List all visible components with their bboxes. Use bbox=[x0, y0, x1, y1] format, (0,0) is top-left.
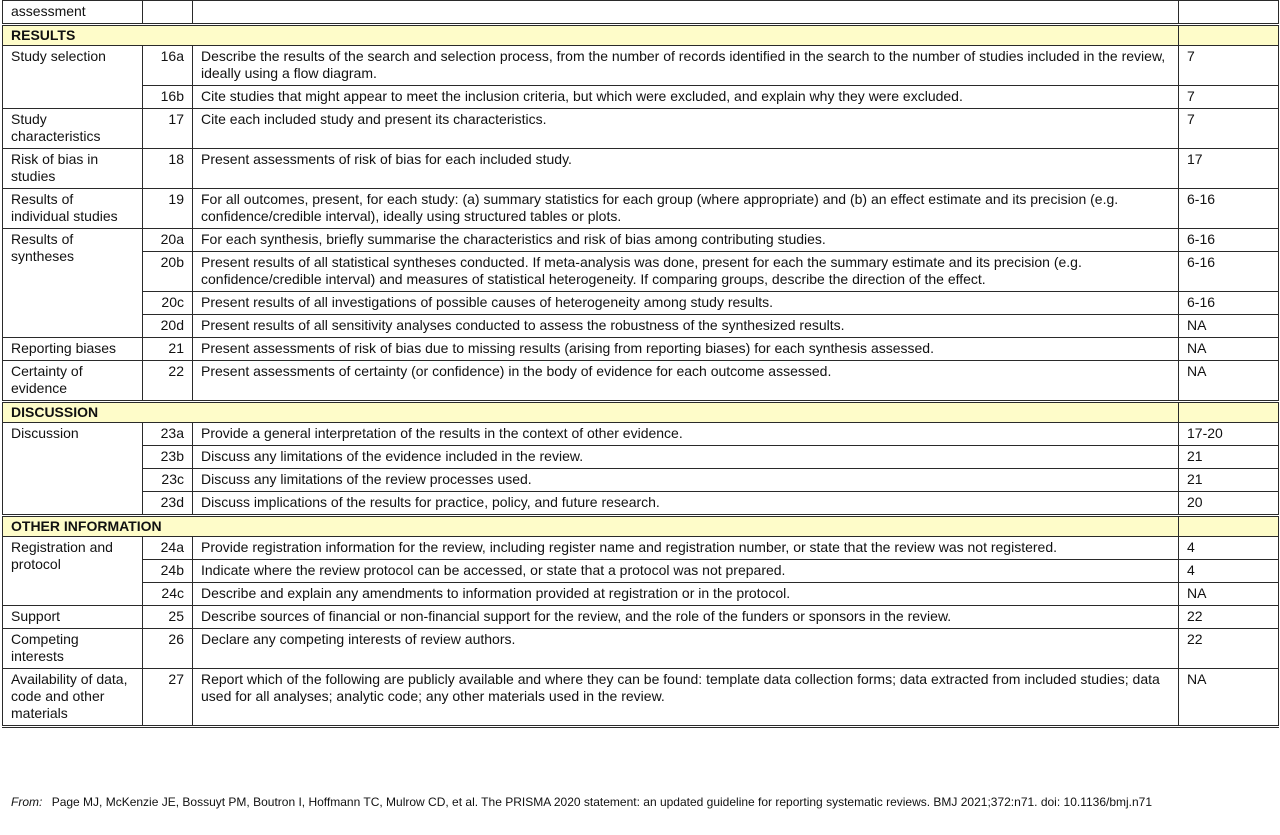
item-number-cell: 24a bbox=[143, 537, 193, 560]
item-number-cell: 25 bbox=[143, 606, 193, 629]
checklist-item-cell: Discuss any limitations of the evidence included in the review. bbox=[193, 446, 1179, 469]
topic-cell: Availability of data, code and other materials bbox=[3, 669, 143, 727]
table-row bbox=[3, 149, 1279, 189]
item-number-cell: 18 bbox=[143, 149, 193, 189]
location-cell: NA bbox=[1179, 315, 1279, 338]
section-header-row bbox=[3, 402, 1279, 423]
item-number-cell: 20b bbox=[143, 252, 193, 292]
topic-cell: Results of individual studies bbox=[3, 189, 143, 229]
table-row bbox=[3, 469, 1279, 492]
item-number-cell: 17 bbox=[143, 109, 193, 149]
checklist-item-cell: Present results of all sensitivity analyses conducted to assess the robustness of the synthesized results. bbox=[193, 315, 1179, 338]
location-cell: 21 bbox=[1179, 469, 1279, 492]
checklist-item-cell: Describe sources of financial or non-financial support for the review, and the role of the funders or sponsors in the review. bbox=[193, 606, 1179, 629]
table-row bbox=[3, 189, 1279, 229]
topic-cell: Reporting biases bbox=[3, 338, 143, 361]
table-row bbox=[3, 109, 1279, 149]
location-cell: 6-16 bbox=[1179, 252, 1279, 292]
table-row bbox=[3, 292, 1279, 315]
item-number-cell: 16a bbox=[143, 46, 193, 86]
location-cell: 7 bbox=[1179, 46, 1279, 86]
table-row bbox=[3, 315, 1279, 338]
checklist-item-cell: Cite each included study and present its characteristics. bbox=[193, 109, 1179, 149]
checklist-item-cell: Present assessments of risk of bias for each included study. bbox=[193, 149, 1179, 189]
checklist-item-cell: Cite studies that might appear to meet the inclusion criteria, but which were excluded, and explain why they were excluded. bbox=[193, 86, 1179, 109]
item-number-cell bbox=[143, 1, 193, 25]
item-number-cell: 22 bbox=[143, 361, 193, 402]
topic-cell: Competing interests bbox=[3, 629, 143, 669]
topic-cell: Results of syntheses bbox=[3, 229, 143, 338]
item-number-cell: 23d bbox=[143, 492, 193, 516]
checklist-item-cell: For each synthesis, briefly summarise the characteristics and risk of bias among contributing studies. bbox=[193, 229, 1179, 252]
item-number-cell: 20a bbox=[143, 229, 193, 252]
location-cell: NA bbox=[1179, 669, 1279, 727]
table-row bbox=[3, 1, 1279, 25]
table-row bbox=[3, 446, 1279, 469]
item-number-cell: 23c bbox=[143, 469, 193, 492]
topic-cell: Certainty of evidence bbox=[3, 361, 143, 402]
section-header-row bbox=[3, 516, 1279, 537]
location-cell: 6-16 bbox=[1179, 292, 1279, 315]
item-number-cell: 19 bbox=[143, 189, 193, 229]
topic-cell: Study selection bbox=[3, 46, 143, 109]
topic-cell: Support bbox=[3, 606, 143, 629]
source-citation bbox=[11, 792, 1269, 813]
location-cell: 22 bbox=[1179, 629, 1279, 669]
location-cell: 4 bbox=[1179, 537, 1279, 560]
item-number-cell: 20c bbox=[143, 292, 193, 315]
section-header-location-cell bbox=[1179, 516, 1279, 537]
item-number-cell: 20d bbox=[143, 315, 193, 338]
location-cell: 17-20 bbox=[1179, 423, 1279, 446]
checklist-item-cell bbox=[193, 1, 1179, 25]
checklist-item-cell: Describe the results of the search and selection process, from the number of records identified in the search to the number of studies included in the review, ideally using a flow diagram. bbox=[193, 46, 1179, 86]
table-row bbox=[3, 537, 1279, 560]
location-cell: 17 bbox=[1179, 149, 1279, 189]
checklist-item-cell: Describe and explain any amendments to information provided at registration or in the protocol. bbox=[193, 583, 1179, 606]
checklist-item-cell: Present results of all investigations of possible causes of heterogeneity among study results. bbox=[193, 292, 1179, 315]
location-cell bbox=[1179, 1, 1279, 25]
table-row bbox=[3, 361, 1279, 402]
location-cell: 21 bbox=[1179, 446, 1279, 469]
checklist-item-cell: Report which of the following are publicly available and where they can be found: template data collection forms; data extracted from included studies; data used for all analyses; analytic code; any other materials used in the review. bbox=[193, 669, 1179, 727]
location-cell: NA bbox=[1179, 361, 1279, 402]
section-heading: DISCUSSION bbox=[3, 402, 1179, 423]
item-number-cell: 24b bbox=[143, 560, 193, 583]
citation-text: Page MJ, McKenzie JE, Bossuyt PM, Boutron I, Hoffmann TC, Mulrow CD, et al. The PRISMA 2020 statement: an updated guideline for reporting systematic reviews. BMJ 2021;372:n71. doi: 10.1136/bmj.n71 bbox=[51, 795, 1153, 809]
checklist-item-cell: Present assessments of certainty (or confidence) in the body of evidence for each outcome assessed. bbox=[193, 361, 1179, 402]
checklist-item-cell: Present assessments of risk of bias due to missing results (arising from reporting biases) for each synthesis assessed. bbox=[193, 338, 1179, 361]
checklist-item-cell: Provide registration information for the review, including register name and registration number, or state that the review was not registered. bbox=[193, 537, 1179, 560]
prisma-checklist-table bbox=[2, 0, 1279, 728]
checklist-item-cell: Indicate where the review protocol can be accessed, or state that a protocol was not prepared. bbox=[193, 560, 1179, 583]
checklist-body bbox=[3, 1, 1279, 727]
section-header-location-cell bbox=[1179, 402, 1279, 423]
location-cell: 22 bbox=[1179, 606, 1279, 629]
checklist-item-cell: Provide a general interpretation of the results in the context of other evidence. bbox=[193, 423, 1179, 446]
section-header-location-cell bbox=[1179, 25, 1279, 46]
item-number-cell: 23a bbox=[143, 423, 193, 446]
table-row bbox=[3, 46, 1279, 86]
table-row bbox=[3, 492, 1279, 516]
table-row bbox=[3, 669, 1279, 727]
item-number-cell: 24c bbox=[143, 583, 193, 606]
table-row bbox=[3, 423, 1279, 446]
table-row bbox=[3, 229, 1279, 252]
table-row bbox=[3, 338, 1279, 361]
citation-label: From: bbox=[11, 795, 43, 809]
topic-cell: assessment bbox=[3, 1, 143, 25]
checklist-item-cell: Present results of all statistical syntheses conducted. If meta-analysis was done, present for each the summary estimate and its precision (e.g. confidence/credible interval) and measures of statistical heterogeneity. If comparing groups, describe the direction of the effect. bbox=[193, 252, 1179, 292]
location-cell: 4 bbox=[1179, 560, 1279, 583]
topic-cell: Study characteristics bbox=[3, 109, 143, 149]
table-row bbox=[3, 252, 1279, 292]
item-number-cell: 21 bbox=[143, 338, 193, 361]
checklist-item-cell: For all outcomes, present, for each study: (a) summary statistics for each group (where appropriate) and (b) an effect estimate and its precision (e.g. confidence/credible interval), ideally using structured tables or plots. bbox=[193, 189, 1179, 229]
table-row bbox=[3, 560, 1279, 583]
item-number-cell: 23b bbox=[143, 446, 193, 469]
checklist-item-cell: Discuss implications of the results for practice, policy, and future research. bbox=[193, 492, 1179, 516]
topic-cell: Risk of bias in studies bbox=[3, 149, 143, 189]
table-row bbox=[3, 583, 1279, 606]
item-number-cell: 27 bbox=[143, 669, 193, 727]
table-row bbox=[3, 606, 1279, 629]
location-cell: 6-16 bbox=[1179, 189, 1279, 229]
section-header-row bbox=[3, 25, 1279, 46]
topic-cell: Registration and protocol bbox=[3, 537, 143, 606]
item-number-cell: 26 bbox=[143, 629, 193, 669]
location-cell: NA bbox=[1179, 583, 1279, 606]
checklist-item-cell: Declare any competing interests of review authors. bbox=[193, 629, 1179, 669]
location-cell: 6-16 bbox=[1179, 229, 1279, 252]
location-cell: 7 bbox=[1179, 86, 1279, 109]
location-cell: 20 bbox=[1179, 492, 1279, 516]
checklist-item-cell: Discuss any limitations of the review processes used. bbox=[193, 469, 1179, 492]
location-cell: 7 bbox=[1179, 109, 1279, 149]
location-cell: NA bbox=[1179, 338, 1279, 361]
item-number-cell: 16b bbox=[143, 86, 193, 109]
topic-cell: Discussion bbox=[3, 423, 143, 516]
table-row bbox=[3, 86, 1279, 109]
section-heading: RESULTS bbox=[3, 25, 1179, 46]
section-heading: OTHER INFORMATION bbox=[3, 516, 1179, 537]
table-row bbox=[3, 629, 1279, 669]
